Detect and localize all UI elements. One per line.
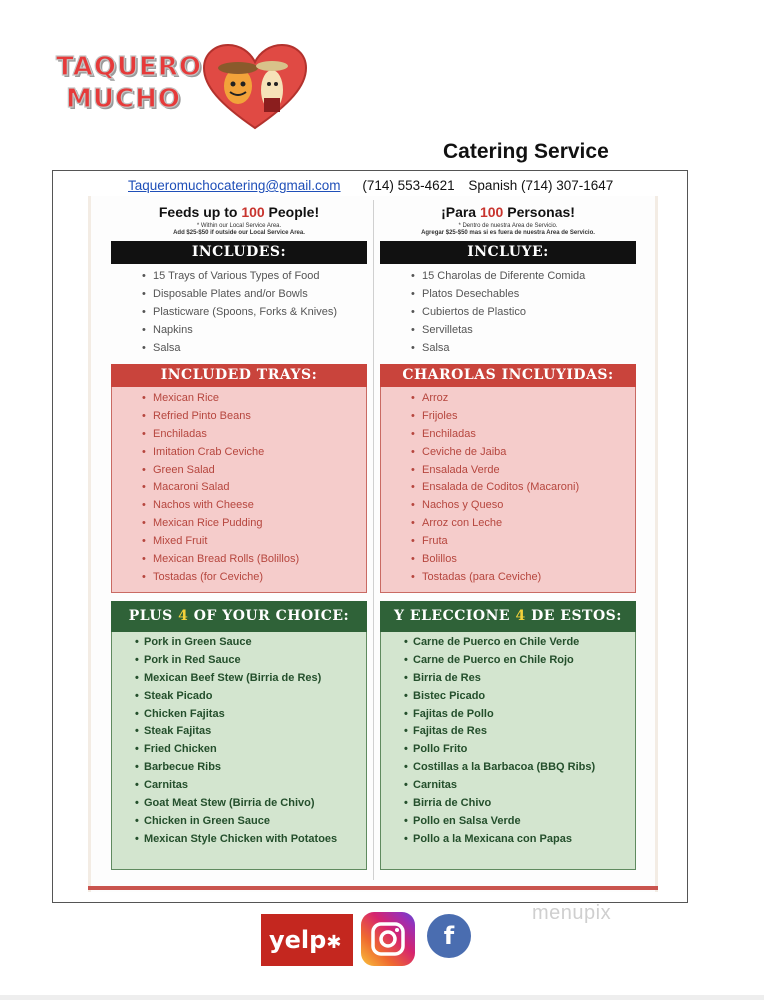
phone-number: (714) 553-4621 <box>362 178 455 193</box>
list-item: • Chicken in Green Sauce <box>111 813 367 831</box>
list-item: • Ensalada Verde <box>380 462 636 480</box>
list-item: • Plasticware (Spoons, Forks & Knives) <box>111 303 367 321</box>
email-link[interactable]: Taqueromuchocatering@gmail.com <box>128 178 341 193</box>
flyer-bottom-border <box>88 886 658 890</box>
elecciones-list <box>380 634 636 849</box>
instagram-icon <box>361 912 415 966</box>
incluye-header: INCLUYE: <box>380 241 636 264</box>
list-item: • Refried Pinto Beans <box>111 408 367 426</box>
list-item: • Mexican Bread Rolls (Bolillos) <box>111 551 367 569</box>
list-item: • Pork in Red Sauce <box>111 652 367 670</box>
list-item: • Steak Picado <box>111 688 367 706</box>
list-item: • Pollo Frito <box>380 741 636 759</box>
list-item: • Costillas a la Barbacoa (BBQ Ribs) <box>380 759 636 777</box>
list-item: • Nachos y Queso <box>380 497 636 515</box>
list-item: • Platos Desechables <box>380 285 636 303</box>
includes-list <box>111 267 367 357</box>
column-divider <box>373 200 374 880</box>
choice-number: 4 <box>515 608 526 624</box>
list-item: • Ensalada de Coditos (Macaroni) <box>380 479 636 497</box>
heading-number: 100 <box>479 204 504 220</box>
extra-charge-note: Add $25-$50 if outside our Local Service Area. <box>173 230 305 236</box>
extra-charge-note: Agregar $25-$50 mas si es fuera de nuestra Area de Servicio. <box>421 230 595 236</box>
menupix-watermark: menupix <box>532 902 612 924</box>
list-item: • Salsa <box>111 339 367 357</box>
choice-header-text: Y ELECCIONE <box>394 608 516 624</box>
yelp-button[interactable] <box>261 914 353 966</box>
list-item: • Imitation Crab Ceviche <box>111 444 367 462</box>
footer-strip <box>0 995 764 1000</box>
list-item: • Pollo en Salsa Verde <box>380 813 636 831</box>
taquero-mucho-logo <box>52 42 312 132</box>
charolas-header: CHAROLAS INCLUYIDAS: <box>380 364 636 387</box>
heart-mascot-icon <box>200 42 310 132</box>
list-item: • Pollo a la Mexicana con Papas <box>380 831 636 849</box>
list-item: • Frijoles <box>380 408 636 426</box>
charolas-list <box>380 390 636 587</box>
list-item: • Goat Meat Stew (Birria de Chivo) <box>111 795 367 813</box>
logo-text-line2: MUCHO <box>66 84 181 114</box>
heading-text: People! <box>264 204 320 220</box>
list-item: • 15 Trays of Various Types of Food <box>111 267 367 285</box>
included-trays-list <box>111 390 367 587</box>
spanish-heading <box>380 204 636 220</box>
list-item: • Carne de Puerco en Chile Verde <box>380 634 636 652</box>
choice-number: 4 <box>178 608 189 624</box>
list-item: • Enchiladas <box>111 426 367 444</box>
list-item: • Mexican Rice Pudding <box>111 515 367 533</box>
list-item: • Barbecue Ribs <box>111 759 367 777</box>
list-item: • Ceviche de Jaiba <box>380 444 636 462</box>
list-item: • Macaroni Salad <box>111 479 367 497</box>
list-item: • Mexican Beef Stew (Birria de Res) <box>111 670 367 688</box>
facebook-icon: f <box>443 922 455 950</box>
logo-text-line1: TAQUERO <box>56 52 202 82</box>
list-item: • Arroz con Leche <box>380 515 636 533</box>
facebook-button[interactable] <box>427 914 471 958</box>
choice-header-text: DE ESTOS: <box>525 608 622 624</box>
list-item: • Birria de Chivo <box>380 795 636 813</box>
heading-text: ¡Para <box>441 204 480 220</box>
eleccione-header <box>380 601 636 632</box>
spanish-phone-number: Spanish (714) 307-1647 <box>468 178 614 193</box>
english-heading <box>111 204 367 220</box>
list-item: • Fried Chicken <box>111 741 367 759</box>
list-item: • Bistec Picado <box>380 688 636 706</box>
list-item: • Birria de Res <box>380 670 636 688</box>
list-item: • Pork in Green Sauce <box>111 634 367 652</box>
list-item: • Tostadas (para Ceviche) <box>380 569 636 587</box>
list-item: • Carnitas <box>111 777 367 795</box>
list-item: • Cubiertos de Plastico <box>380 303 636 321</box>
choice-header <box>111 601 367 632</box>
yelp-burst-icon: ✱ <box>326 932 342 953</box>
list-item: • Bolillos <box>380 551 636 569</box>
list-item: • Fajitas de Res <box>380 723 636 741</box>
list-item: • Mexican Style Chicken with Potatoes <box>111 831 367 849</box>
yelp-logo-text: yelp <box>269 926 327 954</box>
list-item: • Enchiladas <box>380 426 636 444</box>
choice-header-text: OF YOUR CHOICE: <box>188 608 350 624</box>
list-item: • Servilletas <box>380 321 636 339</box>
list-item: • Disposable Plates and/or Bowls <box>111 285 367 303</box>
list-item: • Nachos with Cheese <box>111 497 367 515</box>
list-item: • Fruta <box>380 533 636 551</box>
contact-line <box>128 178 613 193</box>
list-item: • Chicken Fajitas <box>111 706 367 724</box>
list-item: • Napkins <box>111 321 367 339</box>
page-title: Catering Service <box>443 140 609 163</box>
includes-header: INCLUDES: <box>111 241 367 264</box>
list-item: • Carne de Puerco en Chile Rojo <box>380 652 636 670</box>
heading-text: Personas! <box>503 204 575 220</box>
social-links <box>261 912 481 968</box>
list-item: • Green Salad <box>111 462 367 480</box>
choices-list <box>111 634 367 849</box>
service-area-note: * Within our Local Service Area. <box>196 223 282 229</box>
list-item: • Steak Fajitas <box>111 723 367 741</box>
incluye-list <box>380 267 636 357</box>
service-area-note: * Dentro de nuestra Area de Servicio. <box>458 223 558 229</box>
list-item: • Mexican Rice <box>111 390 367 408</box>
list-item: • Mixed Fruit <box>111 533 367 551</box>
list-item: • Tostadas (for Ceviche) <box>111 569 367 587</box>
included-trays-header: INCLUDED TRAYS: <box>111 364 367 387</box>
list-item: • Arroz <box>380 390 636 408</box>
list-item: • 15 Charolas de Diferente Comida <box>380 267 636 285</box>
heading-text: Feeds up to <box>158 204 242 220</box>
instagram-button[interactable] <box>361 912 415 966</box>
heading-number: 100 <box>241 204 265 220</box>
list-item: • Carnitas <box>380 777 636 795</box>
list-item: • Salsa <box>380 339 636 357</box>
choice-header-text: PLUS <box>128 608 179 624</box>
list-item: • Fajitas de Pollo <box>380 706 636 724</box>
